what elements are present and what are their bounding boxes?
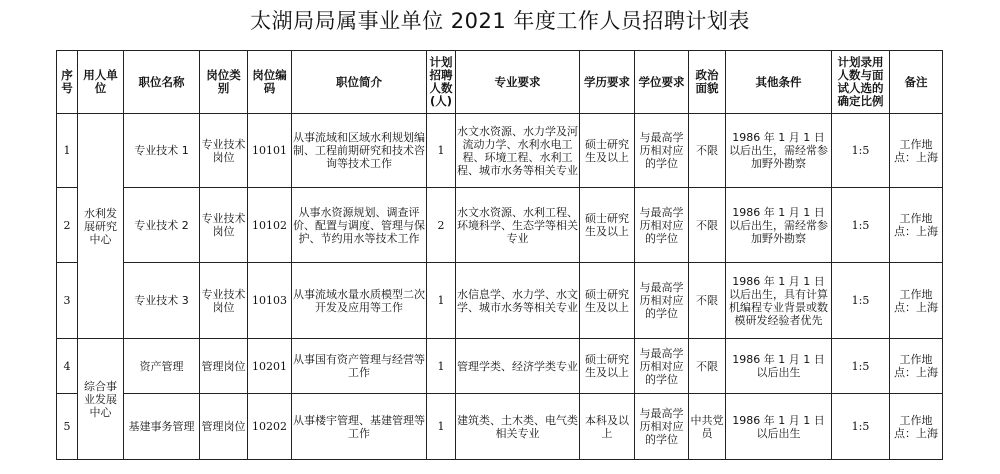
cell-other: 1986 年 1 月 1 日以后出生	[726, 339, 832, 394]
cell-position-name: 资产管理	[124, 339, 200, 394]
cell-remark: 工作地点：上海	[890, 263, 943, 339]
table-row	[57, 114, 943, 188]
cell-position-name: 基建事务管理	[124, 394, 200, 460]
cell-remark: 工作地点：上海	[890, 188, 943, 263]
table-row	[57, 339, 943, 394]
cell-degree: 与最高学历相对应的学位	[635, 114, 689, 188]
cell-position-name: 专业技术 1	[124, 114, 200, 188]
cell-degree: 与最高学历相对应的学位	[635, 188, 689, 263]
cell-other: 1986 年 1 月 1 日以后出生	[726, 394, 832, 460]
cell-education: 硕士研究生及以上	[580, 188, 635, 263]
header-seq: 序号	[57, 51, 78, 114]
cell-position-name: 专业技术 3	[124, 263, 200, 339]
table-row	[57, 188, 943, 263]
header-position-type: 岗位类别	[200, 51, 248, 114]
cell-unit: 综合事业发展中心	[78, 339, 124, 460]
cell-unit: 水利发展研究中心	[78, 114, 124, 339]
cell-seq: 2	[57, 188, 78, 263]
cell-seq: 5	[57, 394, 78, 460]
cell-position-name: 专业技术 2	[124, 188, 200, 263]
cell-major: 水文水资源、水力学及河流动力学、水利水电工程、环境工程、水利工程、城市水务等相关专业	[456, 114, 580, 188]
recruitment-plan-table	[56, 50, 943, 460]
cell-plan-count: 1	[427, 114, 456, 188]
table-row	[57, 263, 943, 339]
header-position-code: 岗位编码	[248, 51, 292, 114]
cell-plan-count: 2	[427, 188, 456, 263]
cell-ratio: 1:5	[832, 339, 890, 394]
table-row	[57, 394, 943, 460]
cell-other: 1986 年 1 月 1 日以后出生，需经常参加野外勘察	[726, 188, 832, 263]
cell-position-code: 10102	[248, 188, 292, 263]
cell-ratio: 1:5	[832, 394, 890, 460]
cell-major: 建筑类、土木类、电气类相关专业	[456, 394, 580, 460]
header-ratio: 计划录用人数与面试人选的确定比例	[832, 51, 890, 114]
cell-intro: 从事楼宇管理、基建管理等工作	[292, 394, 427, 460]
cell-political: 不限	[689, 188, 726, 263]
cell-education: 硕士研究生及以上	[580, 339, 635, 394]
cell-intro: 从事流域水量水质模型二次开发及应用等工作	[292, 263, 427, 339]
header-unit: 用人单位	[78, 51, 124, 114]
cell-position-code: 10101	[248, 114, 292, 188]
cell-ratio: 1:5	[832, 188, 890, 263]
cell-position-code: 10202	[248, 394, 292, 460]
cell-political: 不限	[689, 339, 726, 394]
cell-intro: 从事国有资产管理与经营等工作	[292, 339, 427, 394]
cell-remark: 工作地点：上海	[890, 394, 943, 460]
header-education: 学历要求	[580, 51, 635, 114]
cell-education: 本科及以上	[580, 394, 635, 460]
cell-remark: 工作地点：上海	[890, 114, 943, 188]
cell-degree: 与最高学历相对应的学位	[635, 339, 689, 394]
cell-position-type: 专业技术岗位	[200, 263, 248, 339]
cell-seq: 3	[57, 263, 78, 339]
cell-intro: 从事流域和区域水利规划编制、工程前期研究和技术咨询等技术工作	[292, 114, 427, 188]
cell-plan-count: 1	[427, 263, 456, 339]
cell-education: 硕士研究生及以上	[580, 263, 635, 339]
cell-major: 水文水资源、水利工程、环境科学、生态学等相关专业	[456, 188, 580, 263]
cell-major: 水信息学、水力学、水文学、城市水务等相关专业	[456, 263, 580, 339]
cell-political: 不限	[689, 263, 726, 339]
cell-position-code: 10103	[248, 263, 292, 339]
cell-ratio: 1:5	[832, 263, 890, 339]
page-title: 太湖局局属事业单位 2021 年度工作人员招聘计划表	[250, 9, 750, 33]
header-remark: 备注	[890, 51, 943, 114]
cell-education: 硕士研究生及以上	[580, 114, 635, 188]
cell-degree: 与最高学历相对应的学位	[635, 394, 689, 460]
header-position-name: 职位名称	[124, 51, 200, 114]
cell-political: 中共党员	[689, 394, 726, 460]
cell-major: 管理学类、经济学类专业	[456, 339, 580, 394]
cell-position-type: 专业技术岗位	[200, 114, 248, 188]
cell-position-code: 10201	[248, 339, 292, 394]
cell-political: 不限	[689, 114, 726, 188]
cell-other: 1986 年 1 月 1 日以后出生，具有计算机编程专业背景或数模研发经验者优先	[726, 263, 832, 339]
cell-position-type: 专业技术岗位	[200, 188, 248, 263]
header-other: 其他条件	[726, 51, 832, 114]
cell-position-type: 管理岗位	[200, 394, 248, 460]
cell-ratio: 1:5	[832, 114, 890, 188]
header-major: 专业要求	[456, 51, 580, 114]
header-intro: 职位简介	[292, 51, 427, 114]
cell-plan-count: 1	[427, 394, 456, 460]
header-political: 政治面貌	[689, 51, 726, 114]
cell-plan-count: 1	[427, 339, 456, 394]
cell-other: 1986 年 1 月 1 日以后出生，需经常参加野外勘察	[726, 114, 832, 188]
cell-seq: 1	[57, 114, 78, 188]
cell-seq: 4	[57, 339, 78, 394]
table-header-row	[57, 51, 943, 114]
header-plan-count: 计划招聘人数(人)	[427, 51, 456, 114]
cell-degree: 与最高学历相对应的学位	[635, 263, 689, 339]
cell-intro: 从事水资源规划、调查评价、配置与调度、管理与保护、节约用水等技术工作	[292, 188, 427, 263]
cell-remark: 工作地点：上海	[890, 339, 943, 394]
cell-position-type: 管理岗位	[200, 339, 248, 394]
header-degree: 学位要求	[635, 51, 689, 114]
